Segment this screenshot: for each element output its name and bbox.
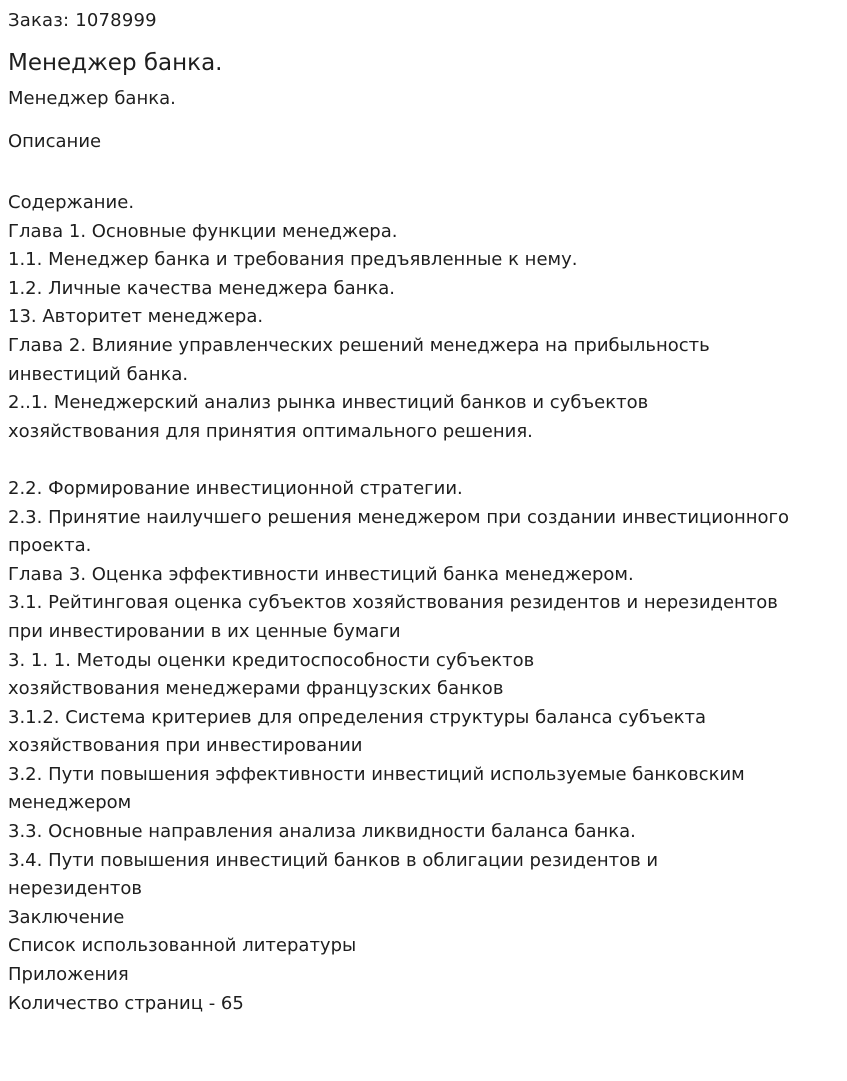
toc-line: 3. 1. 1. Методы оценки кредитоспособности субъектов — [8, 649, 535, 671]
toc-line: хозяйствования для принятия оптимального решения. — [8, 420, 533, 442]
toc-line: 3.1. Рейтинговая оценка субъектов хозяйствования резидентов и нерезидентов — [8, 592, 778, 614]
toc-line: Глава 2. Влияние управленческих решений менеджера на прибыльность — [8, 334, 710, 356]
toc-line: 3.3. Основные направления анализа ликвидности баланса банка. — [8, 821, 636, 843]
toc-line: Глава 3. Оценка эффективности инвестиций банка менеджером. — [8, 563, 634, 585]
toc-line: при инвестировании в их ценные бумаги — [8, 620, 401, 642]
toc-line: нерезидентов — [8, 878, 143, 900]
toc-line: 2..1. Менеджерский анализ рынка инвестиций банков и субъектов — [8, 392, 649, 414]
document-page — [8, 9, 840, 1018]
toc-line: хозяйствования при инвестировании — [8, 735, 363, 757]
toc-line: 3.4. Пути повышения инвестиций банков в облигации резидентов и — [8, 849, 659, 871]
toc-line: Заключение — [8, 906, 125, 928]
toc-line: проекта. — [8, 535, 92, 557]
description-heading: Описание — [8, 131, 102, 152]
toc-line: хозяйствования менеджерами французских банков — [8, 678, 504, 700]
toc-line: менеджером — [8, 792, 132, 814]
toc-line: 2.3. Принятие наилучшего решения менеджером при создании инвестиционного — [8, 506, 790, 528]
toc-line: 1.1. Менеджер банка и требования предъявленные к нему. — [8, 249, 578, 271]
toc-line: 2.2. Формирование инвестиционной стратегии. — [8, 477, 463, 499]
toc-line: Содержание. — [8, 192, 135, 213]
order-number: Заказ: 1078999 — [8, 10, 157, 31]
toc-line: Приложения — [8, 964, 129, 986]
toc-line: 1.2. Личные качества менеджера банка. — [8, 277, 395, 299]
toc-blank-line — [8, 446, 840, 475]
toc-line: Список использованной литературы — [8, 935, 357, 957]
toc-line: 3.1.2. Система критериев для определения структуры баланса субъекта — [8, 706, 707, 728]
toc-line: инвестиций банка. — [8, 363, 189, 385]
page-subtitle: Менеджер банка. — [8, 88, 176, 109]
toc-line: Количество страниц - 65 — [8, 992, 244, 1014]
toc-line: 3.2. Пути повышения эффективности инвестиций используемые банковским — [8, 763, 745, 785]
toc-line: 13. Авторитет менеджера. — [8, 306, 264, 328]
table-of-contents — [8, 189, 840, 1018]
page-title: Менеджер банка. — [8, 50, 223, 76]
toc-line: Глава 1. Основные функции менеджера. — [8, 220, 398, 242]
